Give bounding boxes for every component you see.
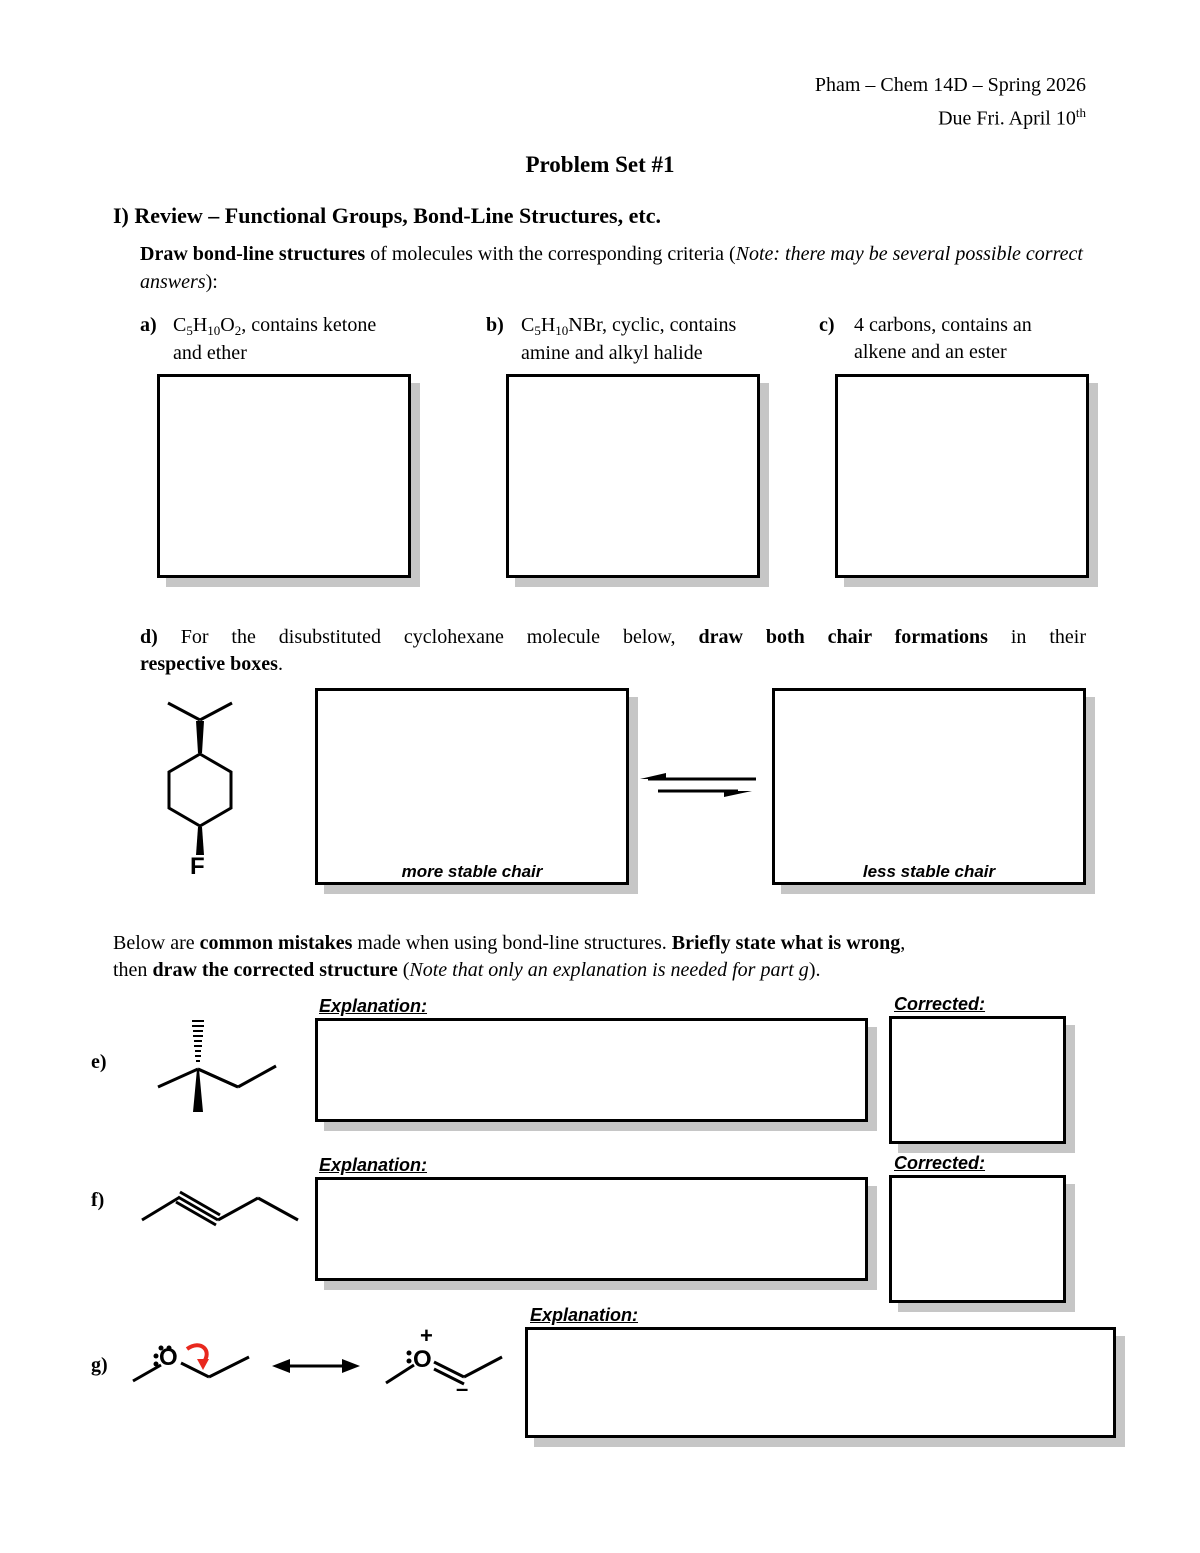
resonance-structure-left [125,1325,255,1390]
oxygen-left: O [159,1344,178,1371]
course-header [586,72,1086,133]
corrected-box-f[interactable] [889,1175,1066,1303]
part-f-structure [140,1188,305,1233]
part-e-label: e) [91,1051,107,1073]
explanation-caption-g: Explanation: [530,1305,639,1325]
mistakes-instructions: Below are common mistakes made when using bond-line structures. Briefly state what is wrong, then draw the corrected structure (Note that only an explanation is needed for part g). [113,932,906,981]
answer-box-c[interactable] [835,374,1089,578]
instructions: Draw bond-line structures of molecules with the corresponding criteria (Note: there may be several possible correct answers): [140,243,1083,293]
more-stable-caption: more stable chair [401,862,543,881]
answer-box-b[interactable] [506,374,760,578]
explanation-box-g[interactable] [525,1327,1116,1438]
problem-b: b) $C_5H_{10}NBr$, cyclic, contains amine and alkyl halide [486,314,737,364]
part-g-label: g) [91,1354,108,1376]
explanation-box-e[interactable] [315,1018,868,1122]
equilibrium-arrows [640,772,760,800]
resonance-arrow [272,1356,362,1376]
less-stable-caption: less stable chair [862,862,996,881]
explanation-caption-e: Explanation: [319,996,428,1016]
part-d-line2: respective boxes. [140,653,283,675]
problem-c: c) 4 carbons, contains an alkene and an ester [819,314,1032,363]
positive-charge: + [420,1323,433,1348]
part-f-label: f) [91,1189,105,1211]
corrected-box-e[interactable] [889,1016,1066,1144]
section-heading: I) Review – Functional Groups, Bond-Line Structures, etc. [113,203,661,228]
course-line: Pham – Chem 14D – Spring 2026 [814,74,1086,96]
part-d-line1: d) For the disubstituted cyclohexane molecule below, draw both chair formations in their [140,626,1086,648]
less-stable-chair-box[interactable] [772,688,1086,885]
part-e-structure [150,1015,285,1115]
oxygen-right: O [413,1346,432,1373]
explanation-box-f[interactable] [315,1177,868,1281]
fluorine-label: F [190,853,205,880]
more-stable-chair-box[interactable] [315,688,629,885]
page-title: Problem Set #1 [525,152,675,177]
negative-charge: – [456,1376,469,1401]
explanation-caption-f: Explanation: [319,1155,428,1175]
resonance-structure-right [378,1325,508,1395]
due-date: Due Fri. April 10th [938,105,1086,130]
problem-a: a) $C_5H_{10}O_2$, contains ketone and ether [140,314,377,364]
corrected-caption-e: Corrected: [894,994,986,1014]
answer-box-a[interactable] [157,374,411,578]
corrected-caption-f: Corrected: [894,1153,986,1173]
